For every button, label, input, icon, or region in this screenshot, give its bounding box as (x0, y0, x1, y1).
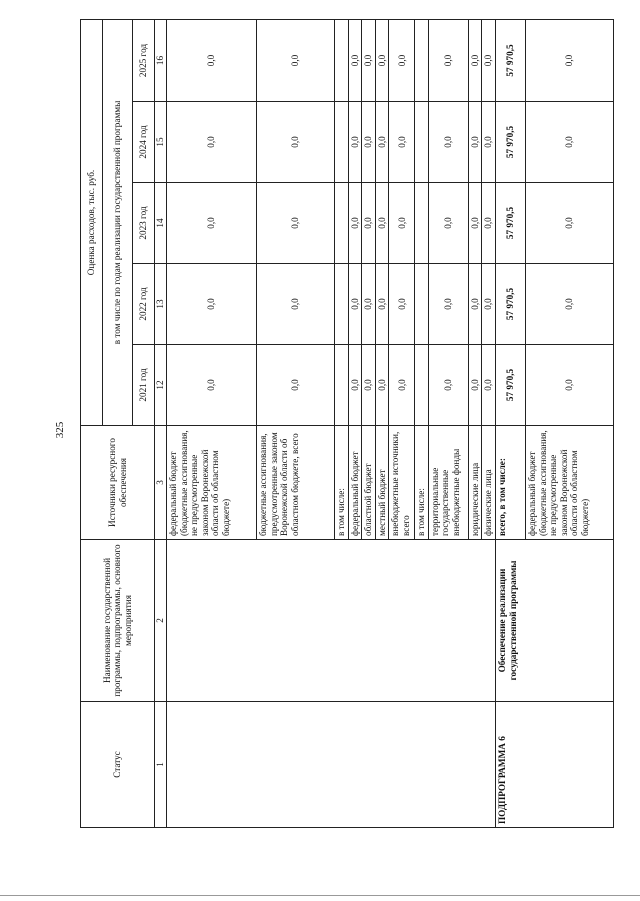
value-cell: 0,0 (362, 20, 376, 102)
page-number: 325 (54, 421, 66, 439)
source-cell: местный бюджет (375, 426, 389, 540)
value-cell: 57 970,5 (496, 183, 526, 264)
value-cell (335, 183, 349, 264)
value-cell (335, 345, 349, 426)
value-cell: 0,0 (348, 183, 362, 264)
value-cell: 57 970,5 (496, 20, 526, 102)
value-cell: 0,0 (167, 20, 257, 102)
header-estimate: Оценка расходов, тыс. руб. (81, 20, 103, 426)
value-cell: 0,0 (375, 183, 389, 264)
value-cell: 0,0 (257, 20, 335, 102)
index-cell: 3 (155, 426, 167, 540)
value-cell: 0,0 (468, 183, 482, 264)
value-cell: 0,0 (362, 183, 376, 264)
index-cell: 2 (155, 540, 167, 702)
value-cell: 57 970,5 (496, 345, 526, 426)
value-cell: 0,0 (428, 20, 468, 102)
value-cell: 0,0 (375, 102, 389, 183)
value-cell: 0,0 (389, 183, 415, 264)
value-cell: 0,0 (482, 183, 496, 264)
source-cell: юридические лица (468, 426, 482, 540)
value-cell: 0,0 (526, 183, 614, 264)
header-by-year: в том числе по годам реализации государственной программы (103, 20, 133, 426)
value-cell: 0,0 (482, 102, 496, 183)
source-cell: федеральный бюджет (348, 426, 362, 540)
value-cell: 0,0 (428, 102, 468, 183)
value-cell: 0,0 (167, 102, 257, 183)
source-cell: областной бюджет (362, 426, 376, 540)
value-cell: 0,0 (348, 20, 362, 102)
value-cell: 0,0 (257, 183, 335, 264)
index-cell: 13 (155, 264, 167, 345)
value-cell: 0,0 (167, 183, 257, 264)
rotated-table-container (80, 20, 608, 828)
value-cell (415, 183, 429, 264)
value-cell: 0,0 (375, 20, 389, 102)
value-cell (415, 264, 429, 345)
value-cell: 0,0 (257, 102, 335, 183)
value-cell: 0,0 (362, 264, 376, 345)
value-cell: 57 970,5 (496, 102, 526, 183)
source-cell: в том числе: (415, 426, 429, 540)
value-cell: 0,0 (389, 264, 415, 345)
index-cell: 14 (155, 183, 167, 264)
header-year: 2021 год (133, 345, 155, 426)
source-cell: в том числе: (335, 426, 349, 540)
value-cell: 0,0 (375, 264, 389, 345)
status-cell-empty (167, 702, 496, 828)
value-cell: 0,0 (526, 264, 614, 345)
header-year: 2024 год (133, 102, 155, 183)
value-cell: 0,0 (428, 183, 468, 264)
value-cell (415, 345, 429, 426)
value-cell: 0,0 (362, 345, 376, 426)
header-source: Источники ресурсного обеспечения (81, 426, 155, 540)
value-cell (415, 20, 429, 102)
value-cell: 0,0 (167, 345, 257, 426)
value-cell (415, 102, 429, 183)
value-cell: 0,0 (167, 264, 257, 345)
value-cell: 0,0 (362, 102, 376, 183)
source-cell: территориальные государственные внебюджетные фонды (428, 426, 468, 540)
value-cell: 0,0 (526, 102, 614, 183)
subprogram-status: ПОДПРОГРАММА 6 (496, 702, 614, 828)
header-year: 2025 год (133, 20, 155, 102)
value-cell: 0,0 (482, 264, 496, 345)
value-cell: 0,0 (428, 264, 468, 345)
source-cell: федеральный бюджет (бюджетные ассигнования, не предусмотренные законом Воронежской области об областном бюджете) (526, 426, 614, 540)
value-cell: 0,0 (468, 264, 482, 345)
value-cell: 0,0 (468, 345, 482, 426)
value-cell (335, 102, 349, 183)
value-cell: 0,0 (468, 20, 482, 102)
value-cell: 0,0 (526, 20, 614, 102)
header-name: Наименование государственной программы, подпрограммы, основного мероприятия (81, 540, 155, 702)
source-cell: физические лица (482, 426, 496, 540)
table-row (167, 20, 257, 828)
source-cell: федеральный бюджет (бюджетные ассигнования, не предусмотренные законом Воронежской области об областном бюджете) (167, 426, 257, 540)
value-cell: 0,0 (389, 102, 415, 183)
header-year: 2022 год (133, 264, 155, 345)
value-cell (335, 264, 349, 345)
value-cell: 0,0 (389, 345, 415, 426)
source-cell: всего, в том числе: (496, 426, 526, 540)
value-cell: 0,0 (348, 345, 362, 426)
value-cell: 0,0 (389, 20, 415, 102)
value-cell: 0,0 (468, 102, 482, 183)
value-cell (335, 20, 349, 102)
index-cell: 15 (155, 102, 167, 183)
value-cell: 57 970,5 (496, 264, 526, 345)
scan-edge-line (0, 895, 640, 896)
index-cell: 1 (155, 702, 167, 828)
value-cell: 0,0 (257, 264, 335, 345)
expense-table (80, 19, 614, 828)
value-cell: 0,0 (348, 102, 362, 183)
subprogram-name: Обеспечение реализации государственной программы (496, 540, 614, 702)
value-cell: 0,0 (482, 20, 496, 102)
value-cell: 0,0 (526, 345, 614, 426)
header-status: Статус (81, 702, 155, 828)
value-cell: 0,0 (428, 345, 468, 426)
value-cell: 0,0 (482, 345, 496, 426)
index-cell: 12 (155, 345, 167, 426)
index-cell: 16 (155, 20, 167, 102)
name-cell-empty (167, 540, 496, 702)
source-cell: бюджетные ассигнования, предусмотренные законом Воронежской области об областном бюджете, всего (257, 426, 335, 540)
value-cell: 0,0 (375, 345, 389, 426)
source-cell: внебюджетные источники, всего (389, 426, 415, 540)
value-cell: 0,0 (257, 345, 335, 426)
value-cell: 0,0 (348, 264, 362, 345)
subprogram-total-row (496, 20, 526, 828)
header-year: 2023 год (133, 183, 155, 264)
